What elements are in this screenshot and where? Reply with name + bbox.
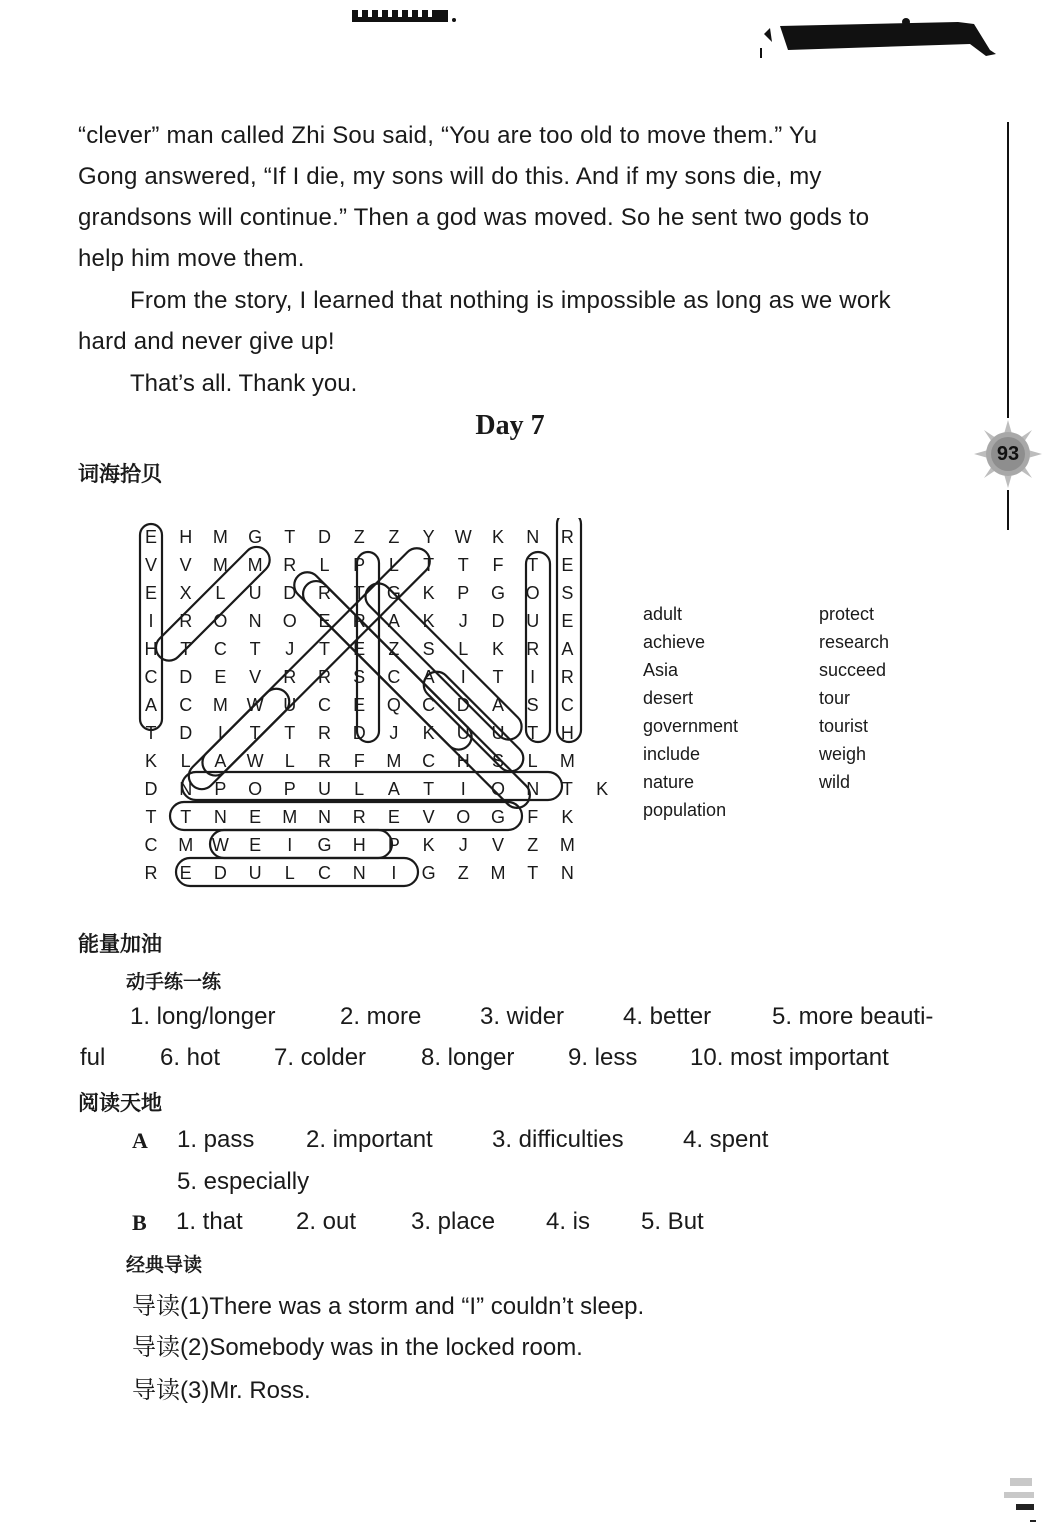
reading-part-b-label: B	[132, 1210, 147, 1235]
grid-letter: U	[491, 723, 505, 743]
word-list-item: achieve	[643, 632, 706, 652]
right-margin-rule-top	[1007, 122, 1009, 418]
grid-letter: C	[422, 695, 436, 715]
word-list-item: tourist	[819, 716, 869, 736]
grid-letter: T	[284, 527, 296, 547]
grid-letter: M	[178, 835, 194, 855]
grid-letter: I	[460, 779, 466, 799]
closing-line: That’s all. Thank you.	[130, 370, 358, 397]
day-title: Day 7	[475, 410, 545, 441]
grid-letter: L	[284, 863, 295, 883]
grid-letter: A	[214, 751, 227, 771]
grid-letter: I	[287, 835, 293, 855]
grid-letter: L	[354, 779, 365, 799]
grid-letter: K	[422, 583, 435, 603]
moral-line: hard and never give up!	[78, 328, 335, 355]
grid-letter: L	[319, 555, 330, 575]
grid-letter: A	[422, 667, 435, 687]
grid-letter: E	[561, 611, 574, 631]
grid-letter: T	[249, 639, 261, 659]
reading-answer: 3. difficulties	[492, 1126, 624, 1153]
grid-letter: J	[285, 639, 295, 659]
grid-letter: K	[422, 723, 435, 743]
grid-letter: S	[526, 695, 539, 715]
grid-letter: L	[215, 583, 226, 603]
grid-letter: T	[145, 723, 157, 743]
grid-letter: C	[318, 863, 331, 883]
grid-letter: S	[353, 667, 366, 687]
grid-letter: E	[318, 611, 331, 631]
grid-letter: D	[491, 611, 505, 631]
grid-letter: M	[282, 807, 298, 827]
grid-letter: I	[530, 667, 536, 687]
grid-letter: H	[179, 527, 193, 547]
grid-letter: J	[458, 611, 468, 631]
grid-letter: L	[458, 639, 469, 659]
word-list-item: tour	[819, 688, 851, 708]
grid-letter: R	[283, 667, 297, 687]
grid-letter: W	[246, 695, 264, 715]
grid-letter: M	[247, 555, 263, 575]
word-list-col2	[819, 600, 889, 796]
grid-letter: W	[211, 835, 229, 855]
moral-paragraph	[78, 280, 948, 362]
grid-letter: F	[527, 807, 539, 827]
grid-letter: P	[353, 555, 366, 575]
grid-letter: T	[145, 807, 157, 827]
word-list-item: desert	[643, 688, 694, 708]
grid-letter: I	[391, 863, 397, 883]
story-line: grandsons will continue.” Then a god was moved. So he sent two gods to	[78, 204, 870, 231]
grid-letter: N	[213, 807, 227, 827]
header-left-ornament	[352, 4, 460, 24]
grid-letter: G	[386, 583, 401, 603]
grid-letter: A	[387, 611, 400, 631]
grid-letter: K	[596, 779, 609, 799]
classic-answer: 导读(2)Somebody was in the locked room.	[132, 1334, 583, 1361]
reading-answer: 1. pass	[177, 1126, 255, 1153]
grid-letter: G	[317, 835, 332, 855]
grid-letter: R	[352, 611, 366, 631]
practice-answer: 8. longer	[421, 1044, 515, 1071]
word-list-col1	[643, 600, 738, 824]
grid-letter: H	[560, 723, 574, 743]
grid-letter: C	[560, 695, 574, 715]
grid-letter: L	[527, 751, 538, 771]
grid-letter: V	[144, 555, 157, 575]
grid-letter: G	[248, 527, 263, 547]
word-search-grid	[120, 518, 609, 890]
grid-letter: N	[526, 779, 540, 799]
header-right-ornament	[758, 14, 998, 64]
classic-answer: 导读(1)There was a storm and “I” couldn’t sleep.	[132, 1293, 645, 1320]
grid-letter: P	[283, 779, 296, 799]
story-line: help him move them.	[78, 245, 305, 272]
word-list-item: wild	[819, 772, 851, 792]
grid-letter: R	[560, 527, 574, 547]
reading-answer: 1. that	[176, 1208, 243, 1235]
word-list-item: research	[819, 632, 890, 652]
grid-letter: D	[456, 695, 470, 715]
grid-letter: M	[490, 863, 506, 883]
grid-letter: V	[422, 807, 435, 827]
reading-part-a-label: A	[132, 1128, 148, 1153]
grid-letter: H	[456, 751, 470, 771]
practice-answer: 1. long/longer	[130, 1003, 276, 1030]
grid-letter: S	[491, 751, 504, 771]
grid-letter: S	[422, 639, 435, 659]
grid-letter: A	[144, 695, 157, 715]
grid-letter: G	[490, 583, 505, 603]
grid-letter: S	[561, 583, 574, 603]
grid-letter: K	[144, 751, 157, 771]
grid-letter: K	[422, 835, 435, 855]
practice-answer: 3. wider	[480, 1003, 565, 1030]
grid-letter: D	[352, 723, 366, 743]
grid-letter: J	[389, 723, 399, 743]
word-search-letters	[120, 518, 609, 890]
right-margin-rule-bottom	[1007, 490, 1009, 530]
word-list-item: government	[643, 716, 739, 736]
grid-letter: C	[213, 639, 227, 659]
grid-letter: A	[387, 779, 400, 799]
grid-letter: W	[246, 751, 264, 771]
moral-line: From the story, I learned that nothing is impossible as long as we work	[130, 287, 891, 314]
grid-letter: T	[527, 863, 539, 883]
grid-letter: C	[318, 695, 331, 715]
grid-letter: V	[179, 555, 192, 575]
word-list-item: adult	[643, 604, 683, 624]
grid-letter: D	[318, 527, 331, 547]
grid-letter: T	[527, 555, 539, 575]
grid-letter: D	[213, 863, 227, 883]
grid-letter: Z	[388, 639, 400, 659]
practice-answer: ful	[80, 1044, 106, 1071]
practice-answer: 6. hot	[160, 1044, 221, 1071]
word-list-item: population	[643, 800, 727, 820]
grid-letter: R	[179, 611, 193, 631]
grid-letter: L	[388, 555, 399, 575]
grid-letter: O	[213, 611, 228, 631]
practice-subheading: 动手练一练	[126, 971, 222, 993]
page-number: 93	[996, 443, 1020, 465]
grid-letter: O	[456, 807, 471, 827]
practice-answer: 4. better	[623, 1003, 712, 1030]
grid-letter: T	[180, 807, 192, 827]
grid-letter: R	[283, 555, 297, 575]
grid-letter: I	[148, 611, 154, 631]
grid-letter: T	[457, 555, 469, 575]
grid-letter: Z	[527, 835, 539, 855]
grid-letter: T	[353, 583, 365, 603]
grid-letter: D	[283, 583, 297, 603]
word-list-item: weigh	[819, 744, 867, 764]
grid-letter: E	[353, 639, 366, 659]
grid-letter: V	[249, 667, 262, 687]
grid-letter: R	[352, 807, 366, 827]
grid-letter: H	[352, 835, 366, 855]
classic-subheading: 经典导读	[126, 1254, 203, 1276]
practice-answer: 5. more beauti-	[772, 1003, 934, 1030]
reading-heading: 阅读天地	[78, 1091, 162, 1115]
grid-letter: E	[249, 807, 262, 827]
grid-letter: D	[179, 667, 193, 687]
grid-letter: K	[422, 611, 435, 631]
grid-letter: M	[212, 527, 228, 547]
energy-heading: 能量加油	[78, 932, 162, 956]
practice-answer: 10. most important	[690, 1044, 889, 1071]
grid-letter: E	[561, 555, 574, 575]
grid-letter: C	[144, 667, 158, 687]
grid-letter: M	[212, 555, 228, 575]
grid-letter: P	[214, 779, 227, 799]
grid-letter: U	[248, 583, 262, 603]
grid-letter: J	[458, 835, 468, 855]
word-list-item: include	[643, 744, 701, 764]
grid-letter: Q	[386, 695, 401, 715]
vocab-heading: 词海拾贝	[78, 462, 162, 486]
grid-letter: T	[249, 723, 261, 743]
grid-letter: Z	[388, 527, 400, 547]
practice-answer: 7. colder	[274, 1044, 367, 1071]
grid-letter: C	[179, 695, 193, 715]
grid-letter: I	[460, 667, 466, 687]
grid-letter: M	[212, 695, 228, 715]
grid-letter: K	[491, 527, 504, 547]
grid-letter: E	[353, 695, 366, 715]
story-line: “clever” man called Zhi Sou said, “You are too old to move them.” Yu	[78, 122, 818, 149]
grid-letter: R	[318, 751, 331, 771]
grid-letter: W	[454, 527, 472, 547]
grid-letter: P	[387, 835, 400, 855]
grid-letter: M	[559, 835, 575, 855]
grid-letter: E	[144, 583, 157, 603]
grid-letter: U	[526, 611, 540, 631]
word-list-item: protect	[819, 604, 875, 624]
grid-letter: O	[248, 779, 263, 799]
grid-letter: T	[423, 555, 435, 575]
grid-letter: K	[491, 639, 504, 659]
grid-letter: A	[491, 695, 504, 715]
grid-letter: M	[386, 751, 402, 771]
grid-letter: D	[144, 779, 158, 799]
classic-answer: 导读(3)Mr. Ross.	[132, 1377, 311, 1404]
story-line: Gong answered, “If I die, my sons will do this. And if my sons die, my	[78, 163, 822, 190]
grid-letter: E	[179, 863, 192, 883]
grid-letter: E	[249, 835, 262, 855]
footer-ornament	[980, 1470, 1040, 1530]
reading-answer: 2. important	[306, 1126, 433, 1153]
grid-letter: N	[318, 807, 331, 827]
grid-letter: E	[387, 807, 400, 827]
grid-letter: M	[559, 751, 575, 771]
grid-letter: U	[283, 695, 297, 715]
grid-letter: G	[421, 863, 436, 883]
grid-letter: T	[423, 779, 435, 799]
grid-letter: X	[179, 583, 192, 603]
grid-letter: Z	[457, 863, 469, 883]
grid-letter: C	[144, 835, 158, 855]
grid-letter: R	[318, 667, 331, 687]
grid-letter: V	[491, 835, 504, 855]
grid-letter: R	[526, 639, 540, 659]
grid-letter: N	[179, 779, 193, 799]
grid-letter: N	[248, 611, 262, 631]
grid-letter: N	[526, 527, 540, 547]
grid-letter: A	[561, 639, 574, 659]
grid-letter: H	[144, 639, 158, 659]
grid-letter: E	[144, 527, 157, 547]
grid-letter: F	[353, 751, 365, 771]
grid-letter: O	[490, 779, 505, 799]
grid-letter: K	[561, 807, 574, 827]
grid-letter: R	[318, 723, 331, 743]
word-list-item: nature	[643, 772, 695, 792]
story-paragraph	[78, 115, 948, 279]
reading-answer: 5. especially	[177, 1168, 310, 1195]
grid-letter: D	[179, 723, 193, 743]
grid-letter: T	[492, 667, 504, 687]
grid-letter: N	[560, 863, 574, 883]
grid-letter: C	[422, 751, 436, 771]
grid-letter: T	[284, 723, 296, 743]
reading-answer: 2. out	[296, 1208, 357, 1235]
reading-answer: 4. spent	[683, 1126, 769, 1153]
grid-letter: U	[318, 779, 331, 799]
grid-letter: T	[180, 639, 192, 659]
grid-letter: C	[387, 667, 401, 687]
grid-letter: U	[248, 863, 262, 883]
grid-letter: I	[217, 723, 223, 743]
word-list-item: succeed	[819, 660, 887, 680]
reading-answer: 5. But	[641, 1208, 704, 1235]
grid-letter: T	[319, 639, 330, 659]
grid-letter: N	[352, 863, 366, 883]
grid-letter: L	[284, 751, 295, 771]
word-list-item: Asia	[643, 660, 679, 680]
grid-letter: R	[560, 667, 574, 687]
grid-letter: L	[180, 751, 191, 771]
grid-letter: U	[456, 723, 470, 743]
grid-letter: E	[214, 667, 227, 687]
grid-letter: F	[492, 555, 504, 575]
grid-letter: R	[144, 863, 158, 883]
grid-letter: G	[490, 807, 505, 827]
reading-answer: 4. is	[546, 1208, 591, 1235]
practice-answer: 9. less	[568, 1044, 638, 1071]
grid-letter: R	[318, 583, 331, 603]
grid-letter: Z	[353, 527, 365, 547]
page-number-badge	[972, 418, 1044, 490]
practice-answer: 2. more	[340, 1003, 422, 1030]
grid-letter: T	[561, 779, 573, 799]
reading-answer: 3. place	[411, 1208, 496, 1235]
grid-letter: Y	[422, 527, 435, 547]
grid-letter: O	[525, 583, 540, 603]
grid-letter: T	[527, 723, 539, 743]
grid-letter: O	[282, 611, 297, 631]
grid-letter: P	[457, 583, 470, 603]
